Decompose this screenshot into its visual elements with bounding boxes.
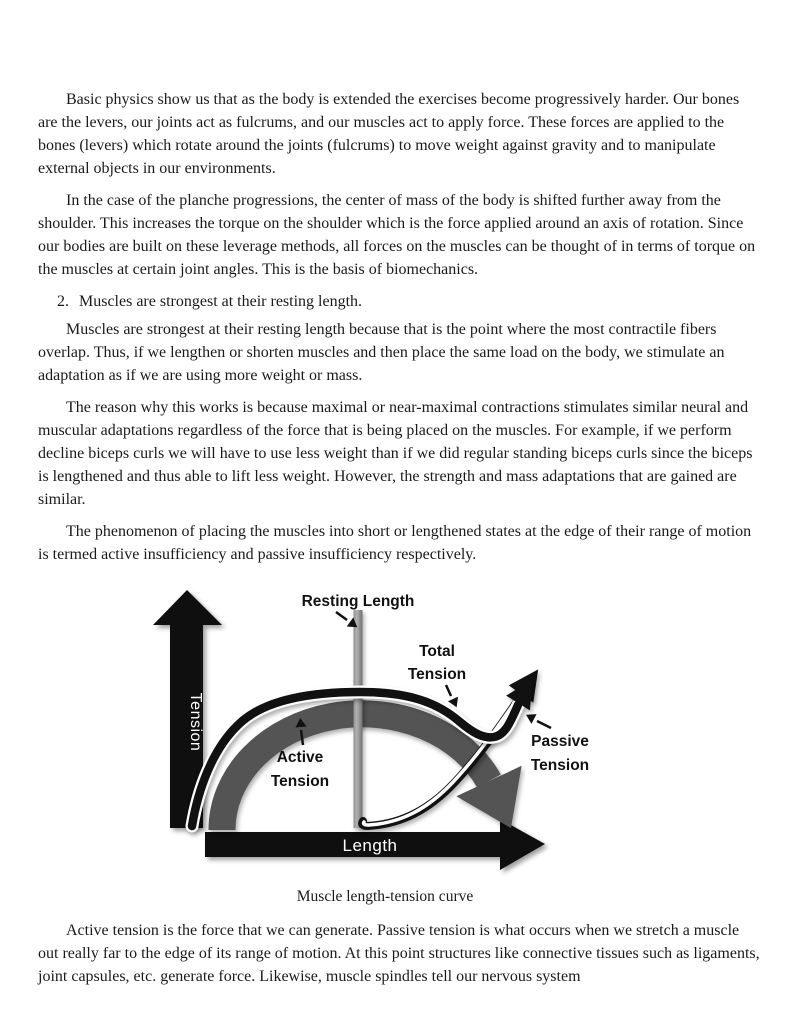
- passive-tension-label-line2: Tension: [530, 757, 590, 774]
- paragraph-active-passive-tension: Active tension is the force that we can generate. Passive tension is what occurs when we stretch a muscle out really far to the edge of its range of motion. At this point structures like connective tissues such as ligaments, joint capsules, etc. generate force. Likewise, muscle spindles tell our nervous system: [38, 922, 760, 985]
- active-tension-label-line1: Active: [276, 749, 324, 766]
- tension-axis-label: Tension: [187, 692, 204, 752]
- paragraph-maximal-contractions: The reason why this works is because maximal or near-maximal contractions stimulates similar neural and muscular adaptations regardless of the force that is being placed on the muscles. For example, if we perform decline biceps curls we will have to use less weight than if we did regular standing biceps curls since the biceps is lengthened and thus able to lift less weight. However, the strength and mass adaptations that are gained are similar.: [38, 399, 753, 508]
- numbered-list-item-2: [38, 290, 762, 313]
- passive-tension-label-line1: Passive: [531, 733, 589, 750]
- paragraph-resting-length: Muscles are strongest at their resting length because that is the point where the most contractile fibers overlap. Thus, if we lengthen or shorten muscles and then place the same load on the body, we stimulate an adaptation as if we are using more weight or mass.: [38, 321, 725, 384]
- figure-caption: Muscle length-tension curve: [296, 888, 474, 905]
- list-item-number: 2.: [57, 293, 69, 310]
- paragraph-insufficiency: The phenomenon of placing the muscles into short or lengthened states at the edge of their range of motion is termed active insufficiency and passive insufficiency respectively.: [38, 523, 752, 563]
- passive-tension-pointer-arrow-icon: [523, 710, 551, 728]
- active-tension-label-line2: Tension: [270, 773, 330, 790]
- paragraph-planche-torque: In the case of the planche progressions, the center of mass of the body is shifted further away from the shoulder. This increases the torque on the shoulder which is the force applied around an axis of rotation. Since our bodies are built on these leverage methods, all forces on the muscles can be thought of in terms of torque on the muscles at certain joint angles. This is the basis of biomechanics.: [38, 192, 756, 278]
- length-axis-label: Length: [342, 836, 398, 855]
- list-item-text: Muscles are strongest at their resting length.: [79, 293, 363, 310]
- total-tension-label-line2: Tension: [407, 666, 467, 683]
- length-tension-diagram: [150, 585, 620, 880]
- total-tension-label-line1: Total: [419, 643, 455, 660]
- length-tension-figure: [38, 585, 762, 906]
- resting-length-bar: [354, 610, 363, 828]
- resting-length-label: Resting Length: [301, 593, 415, 610]
- paragraph-basic-physics: Basic physics show us that as the body is extended the exercises become progressively harder. Our bones are the levers, our joints act as fulcrums, and our muscles act to apply force. These forces are applied to the bones (levers) which rotate around the joints (fulcrums) to move weight against gravity and to manipulate external objects in our environments.: [38, 91, 740, 177]
